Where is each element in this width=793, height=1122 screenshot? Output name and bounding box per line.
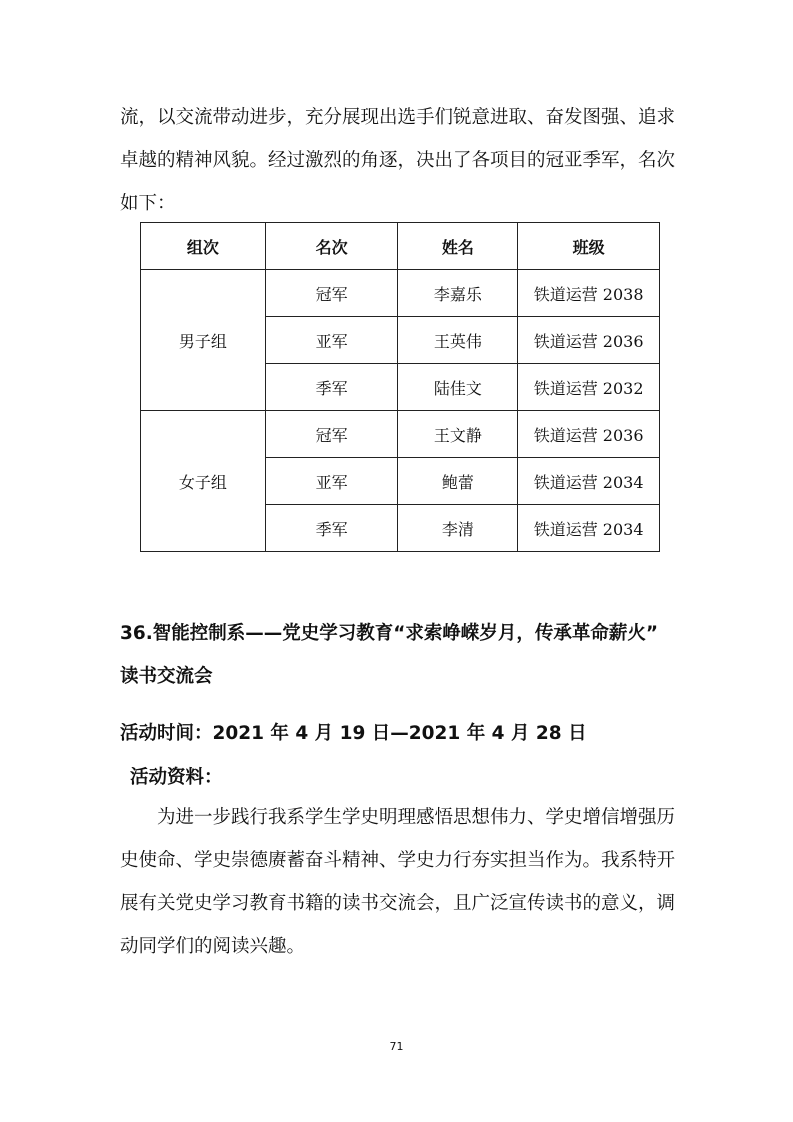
header-group: 组次 <box>141 223 266 270</box>
rank-cell: 亚军 <box>265 458 398 505</box>
group-cell-male: 男子组 <box>141 270 266 411</box>
intro-line: 如下： <box>120 193 176 214</box>
rank-cell: 季军 <box>265 364 398 411</box>
name-cell: 鲍蕾 <box>398 458 518 505</box>
rank-cell: 季军 <box>265 505 398 552</box>
name-cell: 王英伟 <box>398 317 518 364</box>
section-title-line: 36.智能控制系——党史学习教育“求索峥嵘岁月，传承革命薪火” <box>120 623 659 644</box>
section-title <box>120 612 700 698</box>
table-row <box>141 411 660 458</box>
name-cell: 陆佳文 <box>398 364 518 411</box>
class-cell: 铁道运营 2034 <box>518 458 660 505</box>
intro-line: 流，以交流带动进步，充分展现出选手们锐意进取、奋发图强、追求 <box>120 107 676 128</box>
body-line: 动同学们的阅读兴趣。 <box>120 936 306 957</box>
rank-cell: 冠军 <box>265 411 398 458</box>
rank-cell: 亚军 <box>265 317 398 364</box>
results-table <box>140 222 660 552</box>
name-cell: 李清 <box>398 505 518 552</box>
body-line: 史使命、学史崇德赓蓄奋斗精神、学史力行夯实担当作为。我系特开 <box>120 850 676 871</box>
class-cell: 铁道运营 2034 <box>518 505 660 552</box>
body-paragraph <box>120 796 680 968</box>
activity-time: 活动时间：2021 年 4 月 19 日—2021 年 4 月 28 日 <box>120 723 587 744</box>
name-cell: 李嘉乐 <box>398 270 518 317</box>
class-cell: 铁道运营 2036 <box>518 317 660 364</box>
intro-paragraph <box>120 96 680 225</box>
group-cell-female: 女子组 <box>141 411 266 552</box>
section-title-line: 读书交流会 <box>120 666 213 687</box>
header-rank: 名次 <box>265 223 398 270</box>
body-line: 为进一步践行我系学生学史明理感悟思想伟力、学史增信增强历 <box>157 807 676 828</box>
class-cell: 铁道运营 2036 <box>518 411 660 458</box>
class-cell: 铁道运营 2038 <box>518 270 660 317</box>
table-header-row <box>141 223 660 270</box>
header-name: 姓名 <box>398 223 518 270</box>
page-number: 71 <box>389 1040 404 1053</box>
name-cell: 王文静 <box>398 411 518 458</box>
activity-material-label: 活动资料： <box>130 767 223 788</box>
body-line: 展有关党史学习教育书籍的读书交流会，且广泛宣传读书的意义，调 <box>120 893 676 914</box>
table-row <box>141 270 660 317</box>
header-class: 班级 <box>518 223 660 270</box>
class-cell: 铁道运营 2032 <box>518 364 660 411</box>
intro-line: 卓越的精神风貌。经过激烈的角逐，决出了各项目的冠亚季军，名次 <box>120 150 676 171</box>
rank-cell: 冠军 <box>265 270 398 317</box>
